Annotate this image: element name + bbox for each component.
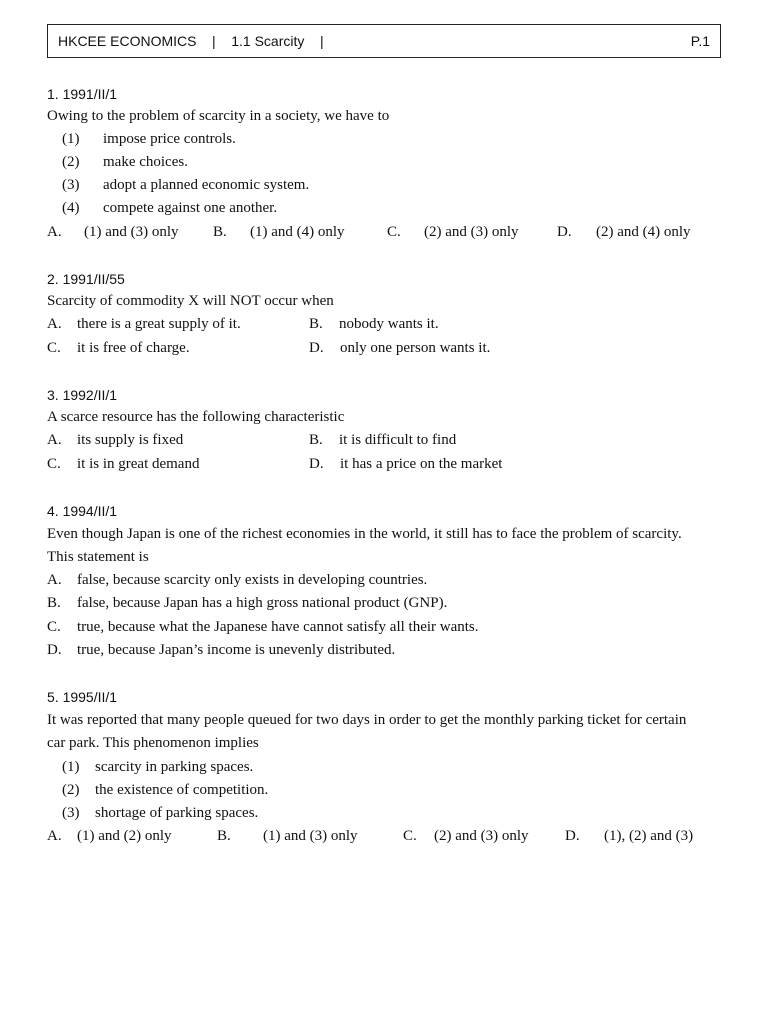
option-text: (2) and (3) only	[424, 224, 519, 240]
option-text: only one person wants it.	[340, 340, 491, 356]
option-letter: C.	[47, 340, 61, 356]
option-letter: D.	[47, 642, 62, 658]
option-text: (1) and (3) only	[84, 224, 179, 240]
statement-text: shortage of parking spaces.	[95, 805, 259, 821]
option-letter: B.	[213, 224, 227, 240]
option-text: it is in great demand	[77, 456, 200, 472]
statement-text: make choices.	[103, 154, 188, 170]
option-text: false, because scarcity only exists in developing countries.	[77, 572, 428, 588]
question-1-ref: 1. 1991/II/1	[47, 86, 118, 102]
option-text: it is difficult to find	[339, 432, 457, 448]
option-text: true, because what the Japanese have cannot satisfy all their wants.	[77, 619, 479, 635]
option-text: true, because Japan’s income is unevenly distributed.	[77, 642, 396, 658]
option-text: it is free of charge.	[77, 340, 190, 356]
option-text: (1) and (4) only	[250, 224, 345, 240]
option-text: it has a price on the market	[340, 456, 503, 472]
question-2-ref: 2. 1991/II/55	[47, 271, 125, 287]
question-4-ref: 4. 1994/II/1	[47, 503, 118, 519]
page-header	[47, 24, 721, 58]
option-letter: C.	[387, 224, 401, 240]
question-2-stem: Scarcity of commodity X will NOT occur when	[47, 293, 334, 309]
option-letter: D.	[557, 224, 572, 240]
header-subject: HKCEE ECONOMICS	[58, 33, 197, 49]
option-text: (1) and (3) only	[263, 828, 358, 844]
question-5-ref: 5. 1995/II/1	[47, 689, 118, 705]
statement-number: (3)	[62, 177, 80, 193]
page-number: P.1	[690, 33, 710, 49]
question-4-stem-line-2: This statement is	[47, 549, 149, 565]
option-letter: B.	[309, 316, 323, 332]
option-letter: A.	[47, 224, 62, 240]
header-separator: |	[319, 33, 324, 49]
statement-text: the existence of competition.	[95, 782, 269, 798]
option-text: nobody wants it.	[339, 316, 439, 332]
statement-text: compete against one another.	[103, 200, 278, 216]
statement-number: (4)	[62, 200, 80, 216]
option-letter: D.	[565, 828, 580, 844]
option-letter: C.	[47, 619, 61, 635]
question-3-ref: 3. 1992/II/1	[47, 387, 118, 403]
option-text: (2) and (4) only	[596, 224, 691, 240]
statement-number: (1)	[62, 759, 80, 775]
option-letter: B.	[217, 828, 231, 844]
statement-number: (1)	[62, 131, 80, 147]
question-3-stem: A scarce resource has the following characteristic	[47, 409, 345, 425]
statement-text: adopt a planned economic system.	[103, 177, 310, 193]
statement-number: (2)	[62, 154, 80, 170]
header-title	[58, 33, 324, 49]
option-text: (1), (2) and (3)	[604, 828, 694, 844]
option-letter: A.	[47, 828, 62, 844]
question-1-stem: Owing to the problem of scarcity in a society, we have to	[47, 108, 390, 124]
option-text: there is a great supply of it.	[77, 316, 241, 332]
option-text: (2) and (3) only	[434, 828, 529, 844]
option-letter: D.	[309, 456, 324, 472]
statement-text: impose price controls.	[103, 131, 236, 147]
question-5-stem-line-1: It was reported that many people queued for two days in order to get the monthly parking ticket for certain	[47, 712, 687, 728]
question-4-stem-line-1: Even though Japan is one of the richest economies in the world, it still has to face the problem of scarcity.	[47, 526, 682, 542]
option-text: false, because Japan has a high gross national product (GNP).	[77, 595, 448, 611]
option-letter: D.	[309, 340, 324, 356]
option-letter: C.	[403, 828, 417, 844]
header-separator: |	[212, 33, 216, 49]
option-letter: C.	[47, 456, 61, 472]
option-letter: B.	[309, 432, 323, 448]
option-text: (1) and (2) only	[77, 828, 172, 844]
option-letter: A.	[47, 316, 62, 332]
option-letter: A.	[47, 572, 62, 588]
statement-number: (3)	[62, 805, 80, 821]
option-text: its supply is fixed	[77, 432, 184, 448]
option-letter: B.	[47, 595, 61, 611]
question-5-stem-line-2: car park. This phenomenon implies	[47, 735, 259, 751]
statement-text: scarcity in parking spaces.	[95, 759, 254, 775]
option-letter: A.	[47, 432, 62, 448]
header-topic: 1.1 Scarcity	[231, 33, 305, 49]
statement-number: (2)	[62, 782, 80, 798]
